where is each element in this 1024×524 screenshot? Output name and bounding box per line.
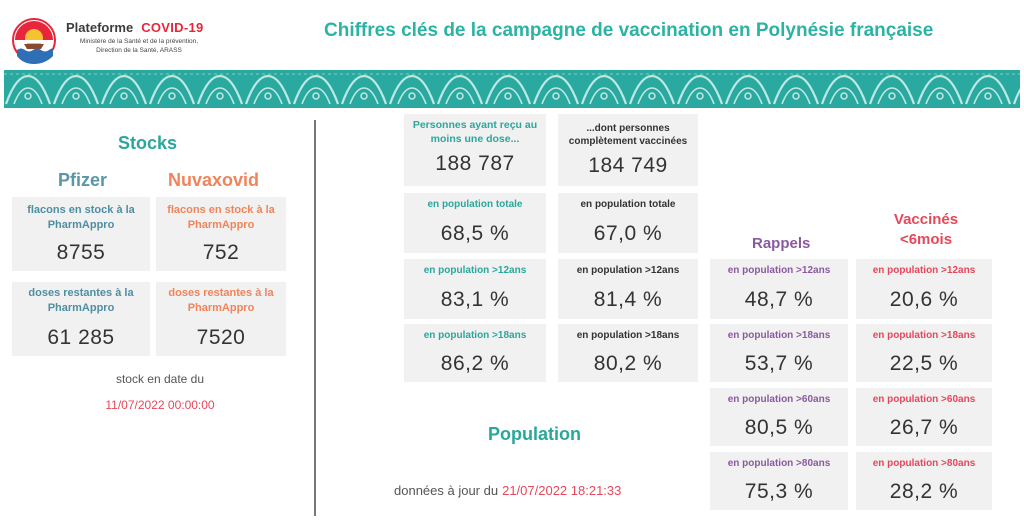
card-label: en population >80ans — [727, 458, 831, 469]
card-value: 68,5 % — [440, 222, 510, 245]
complete-total-card — [558, 193, 698, 253]
card-label: en population >12ans — [576, 265, 680, 276]
card-value: 80,2 % — [593, 352, 663, 375]
complete-12-card — [558, 259, 698, 319]
card-label: en population >60ans — [872, 394, 976, 405]
card-value: 28,2 % — [889, 480, 959, 503]
card-label: en population >18ans — [423, 330, 527, 341]
card-value: 61 285 — [47, 326, 115, 349]
complete-18-card — [558, 324, 698, 382]
first-dose-total-card — [404, 193, 546, 253]
tattoo-pattern-icon — [4, 70, 1020, 108]
vaccines-6mois-18-card — [856, 324, 992, 382]
brand-name: Plateforme — [66, 20, 134, 35]
card-value: 8755 — [56, 241, 106, 264]
card-label: flacons en stock à la PharmAppro — [167, 204, 275, 231]
population-title: Population — [488, 424, 581, 444]
vaccines-6mois-title-line1: Vaccinés — [893, 211, 959, 228]
vaccines-6mois-title — [878, 210, 974, 250]
pfizer-flacons-card — [12, 197, 150, 271]
vaccines-6mois-title-line2: <6mois — [899, 231, 953, 248]
card-value: 188 787 — [435, 152, 515, 175]
vaccines-6mois-12-card — [856, 259, 992, 319]
rappels-18-card — [710, 324, 848, 382]
first-dose-card — [404, 114, 546, 186]
card-value: 184 749 — [588, 154, 668, 177]
decorative-pattern-banner — [4, 70, 1020, 108]
header — [0, 0, 1024, 68]
stocks-title: Stocks — [118, 133, 178, 153]
first-dose-18-card — [404, 324, 546, 382]
card-label: en population >12ans — [872, 265, 976, 276]
card-value: 86,2 % — [440, 352, 510, 375]
nuvaxovid-doses-card — [156, 282, 286, 356]
card-label: en population >18ans — [576, 330, 680, 341]
pfizer-heading: Pfizer — [58, 170, 108, 190]
rappels-60-card — [710, 388, 848, 446]
card-label: ...dont personnes complètement vaccinées — [568, 123, 688, 147]
card-value: 20,6 % — [889, 288, 959, 311]
rappels-title: Rappels — [752, 235, 811, 252]
card-value: 83,1 % — [440, 288, 510, 311]
card-value: 80,5 % — [744, 416, 814, 439]
page-title: Chiffres clés de la campagne de vaccination en Polynésie française — [324, 20, 934, 41]
card-label: en population >18ans — [872, 330, 976, 341]
card-label: en population totale — [427, 199, 523, 210]
card-label: doses restantes à la PharmAppro — [168, 287, 274, 314]
card-value: 22,5 % — [889, 352, 959, 375]
update-line — [394, 483, 621, 498]
card-value: 75,3 % — [744, 480, 814, 503]
stock-date-label: stock en date du — [115, 372, 205, 386]
card-label: en population >18ans — [727, 330, 831, 341]
polynesie-emblem-icon — [12, 16, 56, 64]
update-timestamp: 21/07/2022 18:21:33 — [502, 483, 622, 498]
card-label: doses restantes à la PharmAppro — [28, 287, 134, 314]
card-value: 67,0 % — [593, 222, 663, 245]
card-label: en population >12ans — [727, 265, 831, 276]
complete-card — [558, 114, 698, 186]
vaccines-6mois-80-card — [856, 452, 992, 510]
rappels-80-card — [710, 452, 848, 510]
nuvaxovid-flacons-card — [156, 197, 286, 271]
nuvaxovid-heading: Nuvaxovid — [168, 170, 260, 190]
card-label: en population >60ans — [727, 394, 831, 405]
card-label: en population >12ans — [423, 265, 527, 276]
brand-subtitle-1: Ministère de la Santé et de la prévention, — [79, 38, 199, 45]
card-label: flacons en stock à la PharmAppro — [27, 204, 135, 231]
card-value: 81,4 % — [593, 288, 663, 311]
card-label: Personnes ayant reçu au moins une dose... — [412, 119, 538, 145]
brand-covid: COVID-19 — [141, 20, 204, 35]
card-value: 752 — [202, 241, 240, 264]
card-value: 48,7 % — [744, 288, 814, 311]
brand-subtitle-2: Direction de la Santé, ARASS — [96, 47, 182, 54]
rappels-12-card — [710, 259, 848, 319]
pfizer-doses-card — [12, 282, 150, 356]
card-label: en population >80ans — [872, 458, 976, 469]
card-value: 7520 — [196, 326, 246, 349]
card-value: 53,7 % — [744, 352, 814, 375]
card-value: 26,7 % — [889, 416, 959, 439]
first-dose-12-card — [404, 259, 546, 319]
brand-block — [66, 20, 212, 55]
card-label: en population totale — [580, 199, 676, 210]
vaccines-6mois-60-card — [856, 388, 992, 446]
stock-date-value: 11/07/2022 00:00:00 — [105, 398, 215, 412]
update-label: données à jour du — [394, 483, 499, 498]
vertical-divider — [314, 120, 316, 516]
